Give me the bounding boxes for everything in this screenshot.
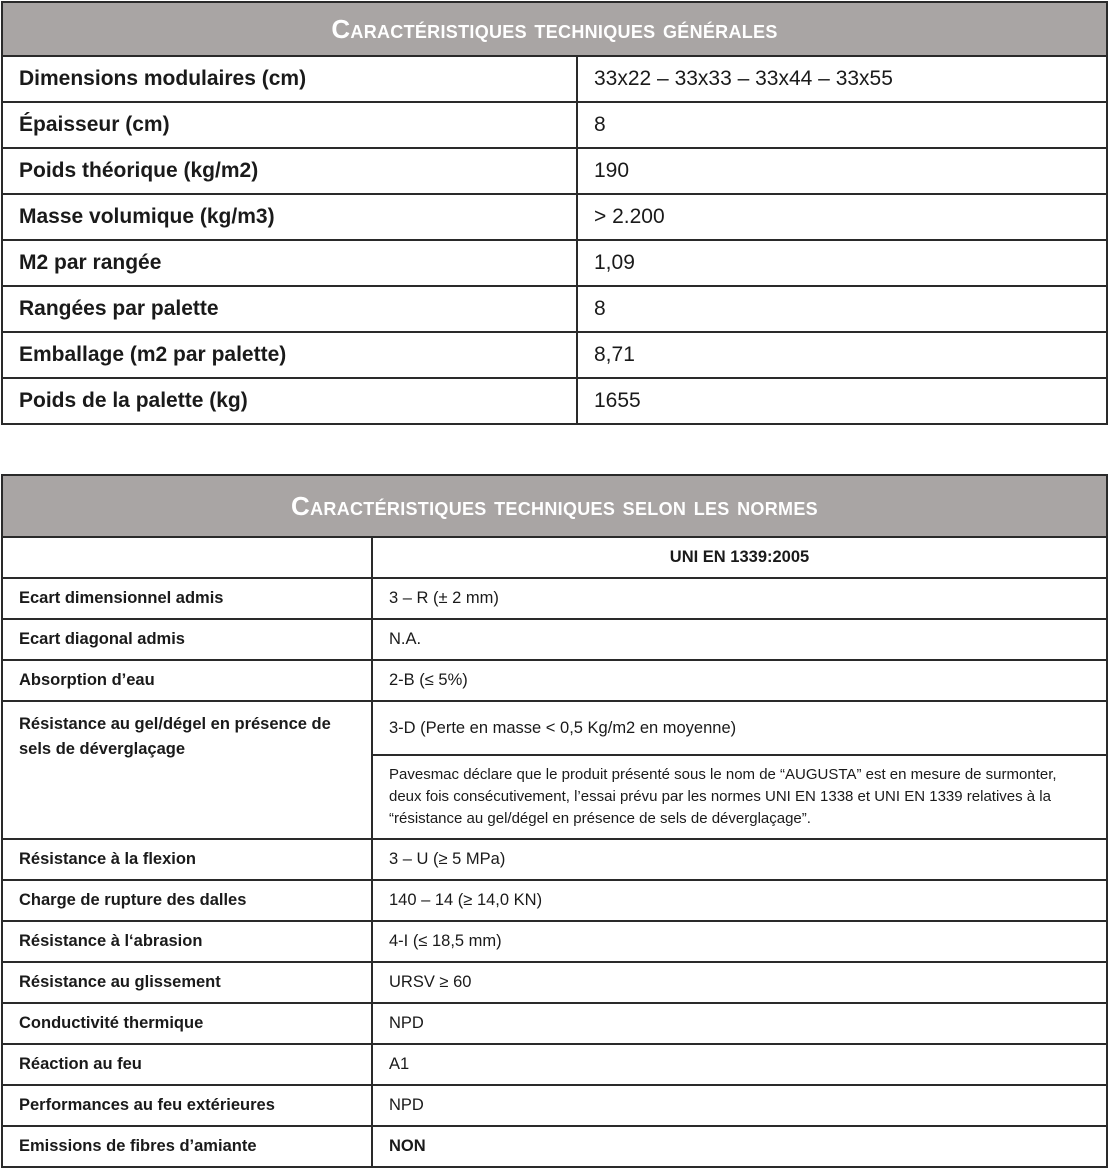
row-value: 4-I (≤ 18,5 mm) bbox=[372, 921, 1107, 962]
row-value: 1655 bbox=[577, 378, 1107, 424]
row-value: 3 – U (≥ 5 MPa) bbox=[372, 839, 1107, 880]
row-label: Réaction au feu bbox=[2, 1044, 372, 1085]
row-label: Conductivité thermique bbox=[2, 1003, 372, 1044]
table-row bbox=[2, 962, 1107, 1003]
row-value: 1,09 bbox=[577, 240, 1107, 286]
table-row bbox=[2, 1085, 1107, 1126]
table-row bbox=[2, 1003, 1107, 1044]
row-label: Absorption d’eau bbox=[2, 660, 372, 701]
row-label: M2 par rangée bbox=[2, 240, 577, 286]
table-row bbox=[2, 286, 1107, 332]
table-row bbox=[2, 578, 1107, 619]
table-row bbox=[2, 148, 1107, 194]
row-value: NPD bbox=[372, 1085, 1107, 1126]
general-specs-table bbox=[1, 1, 1108, 425]
table-row bbox=[2, 332, 1107, 378]
row-value: 2-B (≤ 5%) bbox=[372, 660, 1107, 701]
row-label: Emissions de fibres d’amiante bbox=[2, 1126, 372, 1167]
row-value: NPD bbox=[372, 1003, 1107, 1044]
table-row bbox=[2, 701, 1107, 755]
row-label: Performances au feu extérieures bbox=[2, 1085, 372, 1126]
table-row bbox=[2, 921, 1107, 962]
norms-title-row bbox=[2, 475, 1107, 537]
row-label: Résistance à la flexion bbox=[2, 839, 372, 880]
row-value: N.A. bbox=[372, 619, 1107, 660]
table-row bbox=[2, 1126, 1107, 1167]
header-empty-cell bbox=[2, 537, 372, 578]
table-row bbox=[2, 56, 1107, 102]
row-label: Ecart dimensionnel admis bbox=[2, 578, 372, 619]
row-label: Ecart diagonal admis bbox=[2, 619, 372, 660]
row-value: A1 bbox=[372, 1044, 1107, 1085]
row-value: 8,71 bbox=[577, 332, 1107, 378]
row-value: 8 bbox=[577, 286, 1107, 332]
row-value: 140 – 14 (≥ 14,0 KN) bbox=[372, 880, 1107, 921]
row-value: 8 bbox=[577, 102, 1107, 148]
row-label: Charge de rupture des dalles bbox=[2, 880, 372, 921]
norms-specs-table bbox=[1, 474, 1108, 1168]
row-value: 33x22 – 33x33 – 33x44 – 33x55 bbox=[577, 56, 1107, 102]
table-row bbox=[2, 240, 1107, 286]
row-label: Épaisseur (cm) bbox=[2, 102, 577, 148]
table-row bbox=[2, 839, 1107, 880]
row-value: 190 bbox=[577, 148, 1107, 194]
row-label: Rangées par palette bbox=[2, 286, 577, 332]
row-label: Emballage (m2 par palette) bbox=[2, 332, 577, 378]
row-value: 3-D (Perte en masse < 0,5 Kg/m2 en moyenne) bbox=[372, 701, 1107, 755]
row-label: Poids de la palette (kg) bbox=[2, 378, 577, 424]
row-value: NON bbox=[372, 1126, 1107, 1167]
general-specs-title: Caractéristiques techniques générales bbox=[2, 2, 1107, 56]
general-title-row bbox=[2, 2, 1107, 56]
row-label: Résistance au glissement bbox=[2, 962, 372, 1003]
table-row bbox=[2, 660, 1107, 701]
table-row bbox=[2, 880, 1107, 921]
table-row bbox=[2, 194, 1107, 240]
row-value: URSV ≥ 60 bbox=[372, 962, 1107, 1003]
table-row bbox=[2, 378, 1107, 424]
row-value: 3 – R (± 2 mm) bbox=[372, 578, 1107, 619]
row-label: Résistance au gel/dégel en présence de sels de déverglaçage bbox=[2, 701, 372, 839]
norms-specs-title: Caractéristiques techniques selon les normes bbox=[2, 475, 1107, 537]
row-label: Masse volumique (kg/m3) bbox=[2, 194, 577, 240]
row-label: Résistance à l‘abrasion bbox=[2, 921, 372, 962]
table-row bbox=[2, 102, 1107, 148]
norm-standard-header: UNI EN 1339:2005 bbox=[372, 537, 1107, 578]
row-label: Poids théorique (kg/m2) bbox=[2, 148, 577, 194]
freeze-thaw-declaration: Pavesmac déclare que le produit présenté sous le nom de “AUGUSTA” est en mesure de surmonter, deux fois consécutivement, l’essai prévu par les normes UNI EN 1338 et UNI EN 1339 relatives à la “résistance au gel/dégel en présence de sels de déverglaçage”. bbox=[372, 755, 1107, 839]
norms-header-row bbox=[2, 537, 1107, 578]
table-row bbox=[2, 1044, 1107, 1085]
table-row bbox=[2, 619, 1107, 660]
row-label: Dimensions modulaires (cm) bbox=[2, 56, 577, 102]
row-value: > 2.200 bbox=[577, 194, 1107, 240]
